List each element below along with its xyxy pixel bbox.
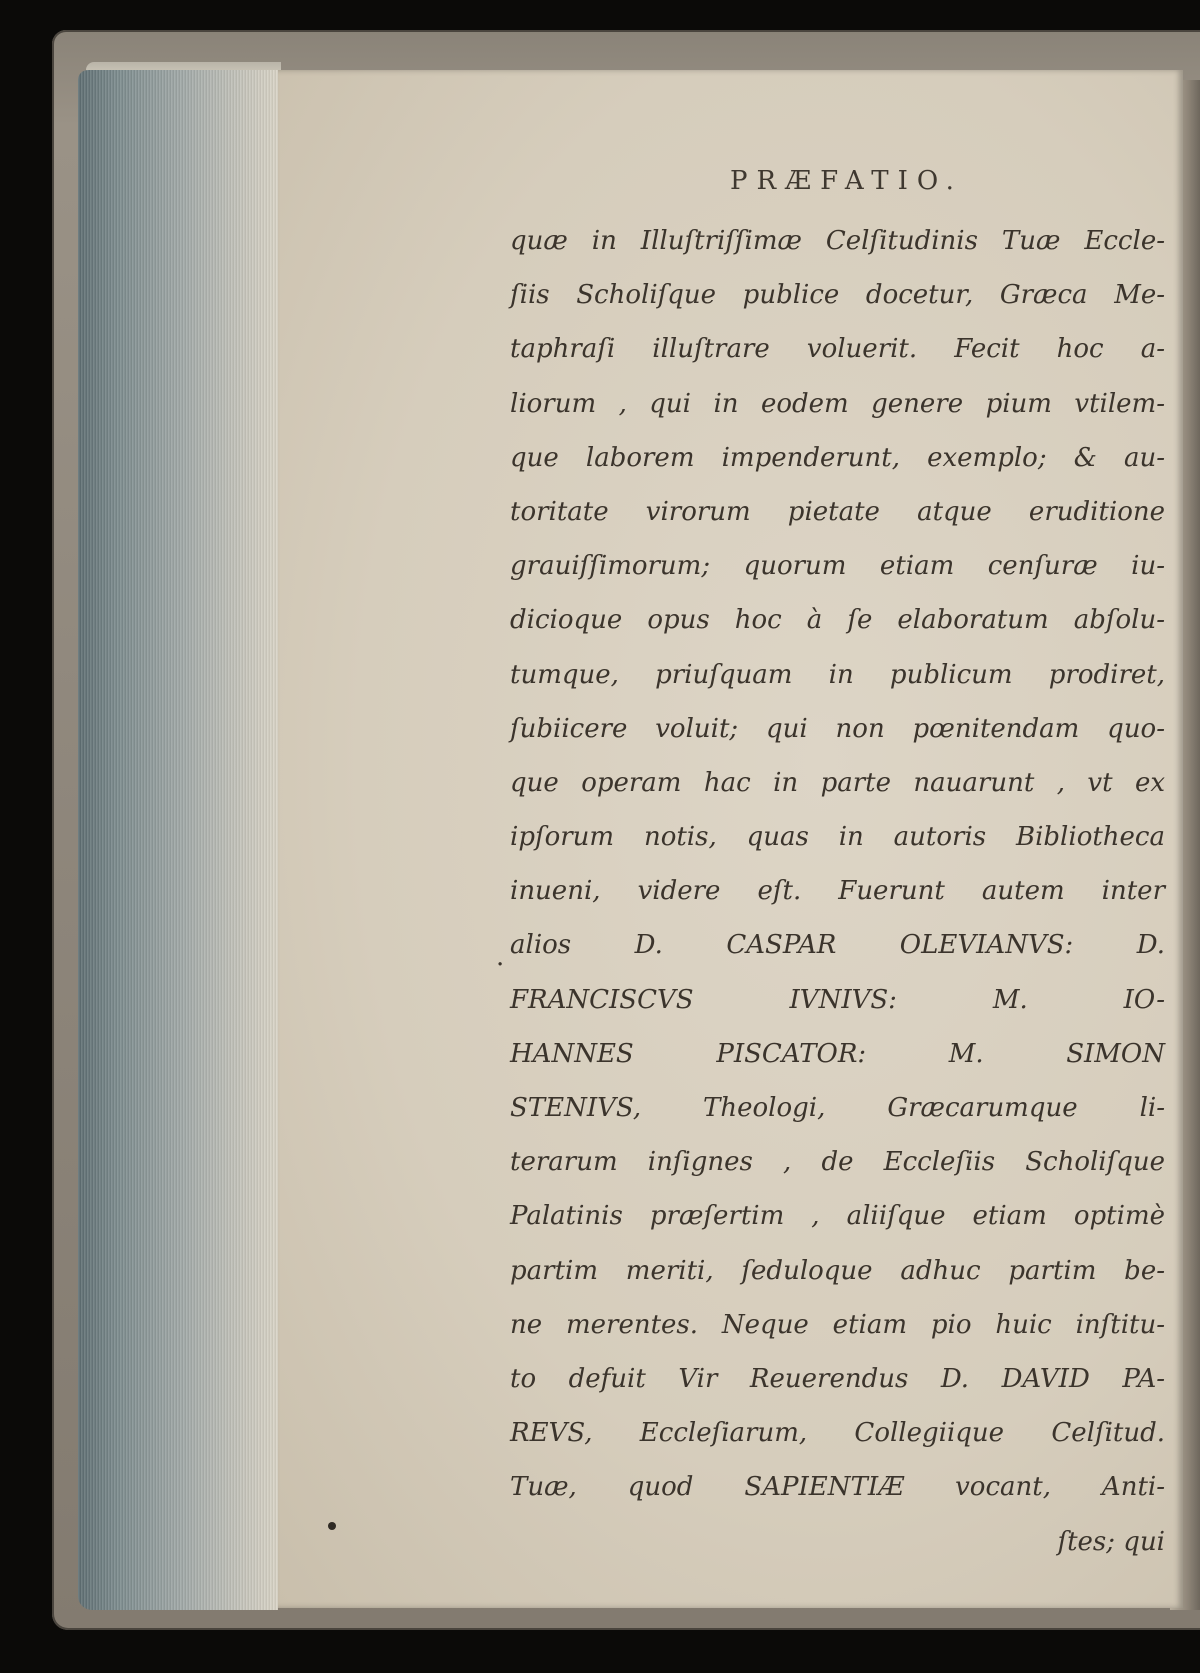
page-stack-fore-edge	[78, 70, 278, 1610]
text-line: to defuit Vir Reuerendus D. DAVID PA-	[510, 1363, 1165, 1394]
body-text	[510, 214, 1170, 1569]
text-line: REVS, Eccleſiarum, Collegiique Celſitud.	[510, 1418, 1165, 1449]
text-line: que laborem impenderunt, exemplo; & au-	[510, 442, 1165, 473]
catchword-line: ſtes; qui	[1057, 1526, 1165, 1557]
text-line: grauiſſimorum; quorum etiam cenſuræ iu-	[510, 551, 1165, 582]
text-line: inueni, videre eſt. Fuerunt autem inter	[510, 876, 1165, 907]
text-line: Palatinis præſertim , aliiſque etiam optimè	[510, 1201, 1165, 1232]
text-line: FRANCISCVS IVNIVS: M. IO-	[510, 984, 1165, 1015]
ink-spot	[328, 1522, 336, 1530]
margin-mark: ·	[496, 950, 505, 980]
text-line: tumque, priuſquam in publicum prodiret,	[510, 659, 1165, 690]
text-line: HANNES PISCATOR: M. SIMON	[510, 1038, 1165, 1069]
text-line: ſubiicere voluit; qui non pœnitendam quo-	[510, 713, 1165, 744]
text-line: ne merentes. Neque etiam pio huic inſtitu-	[510, 1309, 1165, 1340]
text-line: alios D. CASPAR OLEVIANVS: D.	[510, 930, 1165, 961]
text-line: ipſorum notis, quas in autoris Bibliotheca	[510, 822, 1165, 853]
text-line: toritate virorum pietate atque eruditione	[510, 496, 1165, 527]
text-line: dicioque opus hoc à ſe elaboratum abſolu-	[510, 605, 1165, 636]
text-line: ſiis Scholiſque publice docetur, Græca Me-	[510, 280, 1165, 311]
text-line: taphraſi illuſtrare voluerit. Fecit hoc a-	[510, 334, 1165, 365]
running-head: PRÆFATIO.	[730, 166, 963, 196]
text-line: quæ in Illuſtriſſimæ Celſitudinis Tuæ Eccle-	[510, 226, 1165, 256]
text-line: liorum , qui in eodem genere pium vtilem-	[510, 388, 1165, 419]
text-line: terarum inſignes , de Eccleſiis Scholiſque	[510, 1147, 1165, 1178]
text-line: Tuæ, quod SAPIENTIÆ vocant, Anti-	[510, 1472, 1165, 1503]
text-line: partim meriti, ſeduloque adhuc partim be-	[510, 1255, 1165, 1286]
text-line: que operam hac in parte nauarunt , vt ex	[510, 767, 1165, 798]
text-line: STENIVS, Theologi, Græcarumque li-	[510, 1093, 1165, 1123]
